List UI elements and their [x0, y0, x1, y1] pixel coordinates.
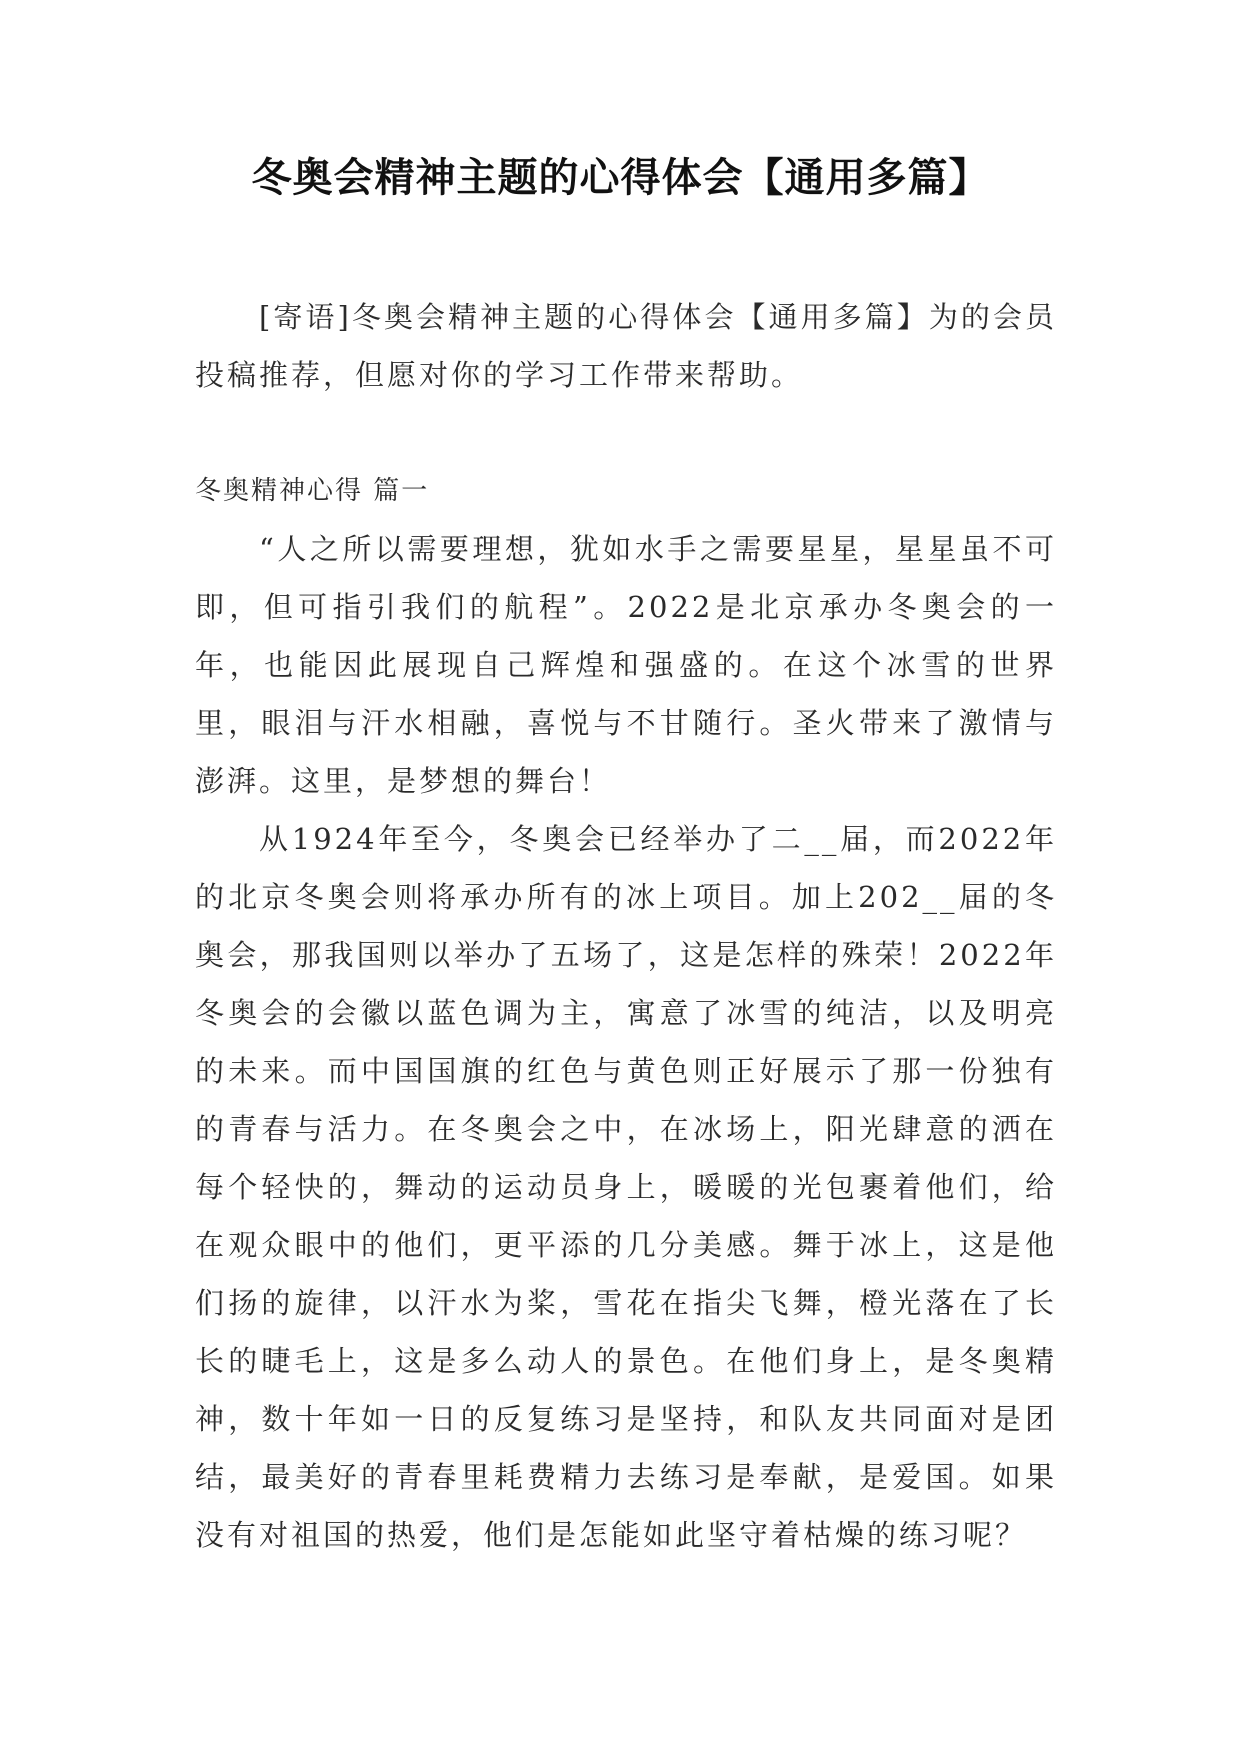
document-title: 冬奥会精神主题的心得体会【通用多篇】	[251, 155, 990, 201]
intro-paragraph: [寄语]冬奥会精神主题的心得体会【通用多篇】为的会员投稿推荐，但愿对你的学习工作带来帮助。	[195, 300, 1057, 392]
body-paragraph-1: “人之所以需要理想，犹如水手之需要星星，星星虽不可即，但可指引我们的航程”。2022是北京承办冬奥会的一年，也能因此展现自己辉煌和强盛的。在这个冰雪的世界里，眼泪与汗水相融，喜悦与不甘随行。圣火带来了激情与澎湃。这里，是梦想的舞台！	[195, 532, 1057, 798]
section-heading: 冬奥精神心得 篇一	[195, 476, 430, 506]
body-paragraph-2: 从1924年至今，冬奥会已经举办了二__届，而2022年的北京冬奥会则将承办所有的冰上项目。加上202__届的冬奥会，那我国则以举办了五场了，这是怎样的殊荣！2022年冬奥会的会徽以蓝色调为主，寓意了冰雪的纯洁，以及明亮的未来。而中国国旗的红色与黄色则正好展示了那一份独有的青春与活力。在冬奥会之中，在冰场上，阳光肆意的洒在每个轻快的，舞动的运动员身上，暖暖的光包裹着他们，给在观众眼中的他们，更平添的几分美感。舞于冰上，这是他们扬的旋律，以汗水为桨，雪花在指尖飞舞，橙光落在了长长的睫毛上，这是多么动人的景色。在他们身上，是冬奥精神，数十年如一日的反复练习是坚持，和队友共同面对是团结，最美好的青春里耗费精力去练习是奉献，是爱国。如果没有对祖国的热爱，他们是怎能如此坚守着枯燥的练习呢？	[195, 822, 1057, 1552]
